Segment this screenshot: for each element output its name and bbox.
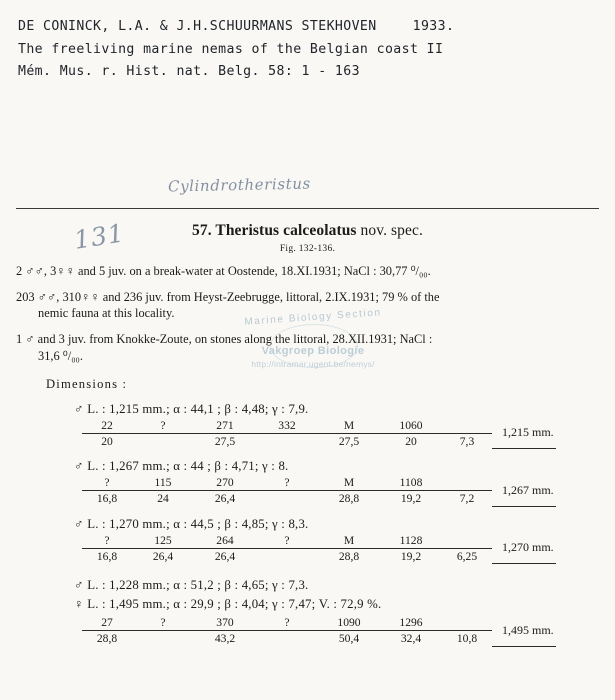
formula-cell: [442, 419, 492, 434]
horizontal-divider: [16, 208, 599, 209]
measurement-head: ♂ L. : 1,215 mm.; α : 44,1 ; β : 4,48; γ : 7,9.: [74, 401, 309, 416]
formula-cell: 115: [132, 476, 194, 491]
measurement-block: [74, 459, 599, 507]
formula-cell: M: [318, 419, 380, 434]
formula-cell: ?: [132, 616, 194, 631]
formula-cell: 1108: [380, 476, 442, 491]
formula-top-row: [82, 476, 556, 491]
formula-cell: 27,5: [214, 434, 236, 448]
formula-cell: M: [318, 476, 380, 491]
locality-paragraph-3-line2: 31,6 ⁰/₀₀.: [38, 348, 83, 363]
locality-paragraph-1: 2 ♂♂, 3♀♀ and 5 juv. on a break-water at Oostende, 18.XI.1931; NaCl : 30,77 ⁰/₀₀.: [16, 264, 431, 278]
formula-cell: 28,8: [96, 632, 118, 646]
formula-cell: ?: [82, 476, 132, 491]
measurement-formula: [82, 476, 556, 507]
locality-paragraph-2: [16, 289, 599, 322]
formula-cell: ?: [132, 419, 194, 434]
authors: DE CONINCK, L.A. & J.H.SCHUURMANS STEKHOVEN: [18, 19, 377, 34]
formula-total: 1,215 mm.: [492, 419, 556, 449]
measurement-head-male: ♂ L. : 1,228 mm.; α : 51,2 ; β : 4,65; γ : 7,3.: [74, 578, 309, 593]
formula-bottom-row: [82, 548, 556, 564]
formula-cell: 7,3: [459, 434, 475, 448]
formula-cell: ?: [256, 476, 318, 491]
formula-cell: 50,4: [338, 632, 360, 646]
formula-cell: M: [318, 534, 380, 549]
formula-cell: 264: [194, 534, 256, 549]
formula-total: 1,267 mm.: [492, 476, 556, 506]
measurement-head-female: ♀ L. : 1,495 mm.; α : 29,9 ; β : 4,04; γ : 7,47; V. : 72,9 %.: [74, 597, 382, 612]
measurement-block: [74, 517, 599, 565]
formula-cell: [442, 534, 492, 549]
formula-cell: 370: [194, 616, 256, 631]
formula-cell: 6,25: [456, 549, 478, 563]
formula-total: 1,270 mm.: [492, 534, 556, 564]
formula-cell: 26,4: [214, 549, 236, 563]
measurement-head: ♂ L. : 1,267 mm.; α : 44 ; β : 4,71; γ : 8.: [74, 459, 289, 474]
measurement-block-final: [74, 578, 599, 647]
formula-cell: 26,4: [152, 549, 174, 563]
formula-cell: 26,4: [214, 492, 236, 506]
formula-cell: [442, 476, 492, 491]
handwritten-page-number: 131: [72, 218, 127, 255]
formula-bottom-row: [82, 433, 556, 449]
formula-cell: 16,8: [96, 549, 118, 563]
formula-top-row: [82, 534, 556, 549]
watermark-main-text: Vakgroep Biologie: [261, 345, 365, 357]
formula-cell: [256, 433, 318, 449]
species-entry: [16, 222, 599, 647]
formula-bottom-row: [82, 491, 556, 507]
reference-line-3: Mém. Mus. r. Hist. nat. Belg. 58: 1 - 163: [18, 64, 360, 80]
formula-cell: [256, 631, 318, 647]
reference-line-1: [18, 16, 598, 39]
formula-cell: 271: [194, 419, 256, 434]
species-heading: [16, 222, 599, 240]
formula-cell: [256, 491, 318, 507]
formula-cell: [132, 631, 194, 647]
formula-cell: 7,2: [459, 492, 475, 506]
formula-total: 1,495 mm.: [492, 616, 556, 646]
formula-cell: 27: [82, 616, 132, 631]
figure-reference: Fig. 132-136.: [279, 244, 336, 254]
formula-cell: [132, 433, 194, 449]
locality-paragraph-3: [16, 331, 599, 364]
formula-cell: 43,2: [214, 632, 236, 646]
formula-cell: 1128: [380, 534, 442, 549]
formula-bottom-row: [82, 631, 556, 647]
watermark-arc-text: Marine Biology Section: [244, 307, 382, 328]
formula-cell: 24: [157, 492, 169, 506]
species-rank: nov. spec.: [360, 222, 423, 239]
species-name: 57. Theristus calceolatus: [192, 222, 357, 239]
formula-top-row: [82, 616, 556, 631]
measurement-block: [74, 402, 599, 450]
formula-cell: 22: [82, 419, 132, 434]
formula-cell: [256, 548, 318, 564]
formula-cell: 332: [256, 419, 318, 434]
measurement-formula: [82, 419, 556, 450]
handwritten-genus-note: Cylindrotheristus: [167, 174, 312, 196]
formula-cell: 27,5: [338, 434, 360, 448]
formula-cell: 270: [194, 476, 256, 491]
formula-top-row: [82, 419, 556, 434]
measurement-formula: [82, 616, 556, 647]
measurement-formula: [82, 534, 556, 565]
locality-paragraph-3-line1: 1 ♂ and 3 juv. from Knokke-Zoute, on stones along the littoral, 28.XII.1931; NaCl :: [16, 332, 433, 347]
locality-paragraph-2-line1: 203 ♂♂, 310♀♀ and 236 juv. from Heyst-Zeebrugge, littoral, 2.IX.1931; 79 % of the: [16, 289, 440, 304]
formula-cell: 19,2: [400, 549, 422, 563]
locality-paragraph-2-line2: nemic fauna at this locality.: [38, 306, 175, 321]
formula-cell: 20: [405, 434, 417, 448]
reference-header: [18, 16, 598, 84]
formula-cell: ?: [256, 534, 318, 549]
formula-cell: [442, 616, 492, 631]
measurement-head: ♂ L. : 1,270 mm.; α : 44,5 ; β : 4,85; γ : 8,3.: [74, 516, 309, 531]
formula-cell: 19,2: [400, 492, 422, 506]
formula-cell: 28,8: [338, 492, 360, 506]
dimensions-label: Dimensions :: [46, 376, 128, 391]
formula-cell: 1090: [318, 616, 380, 631]
formula-cell: 125: [132, 534, 194, 549]
formula-cell: 32,4: [400, 632, 422, 646]
formula-cell: 16,8: [96, 492, 118, 506]
watermark-url: http://intramar.ugent.be/nemys/: [251, 359, 375, 369]
formula-cell: 10,8: [456, 632, 478, 646]
reference-line-2: The freeliving marine nemas of the Belgian coast II: [18, 41, 444, 57]
year: 1933.: [412, 19, 455, 34]
formula-cell: 1060: [380, 419, 442, 434]
formula-cell: 20: [101, 434, 113, 448]
formula-cell: 28,8: [338, 549, 360, 563]
formula-cell: 1296: [380, 616, 442, 631]
formula-cell: ?: [82, 534, 132, 549]
formula-cell: ?: [256, 616, 318, 631]
